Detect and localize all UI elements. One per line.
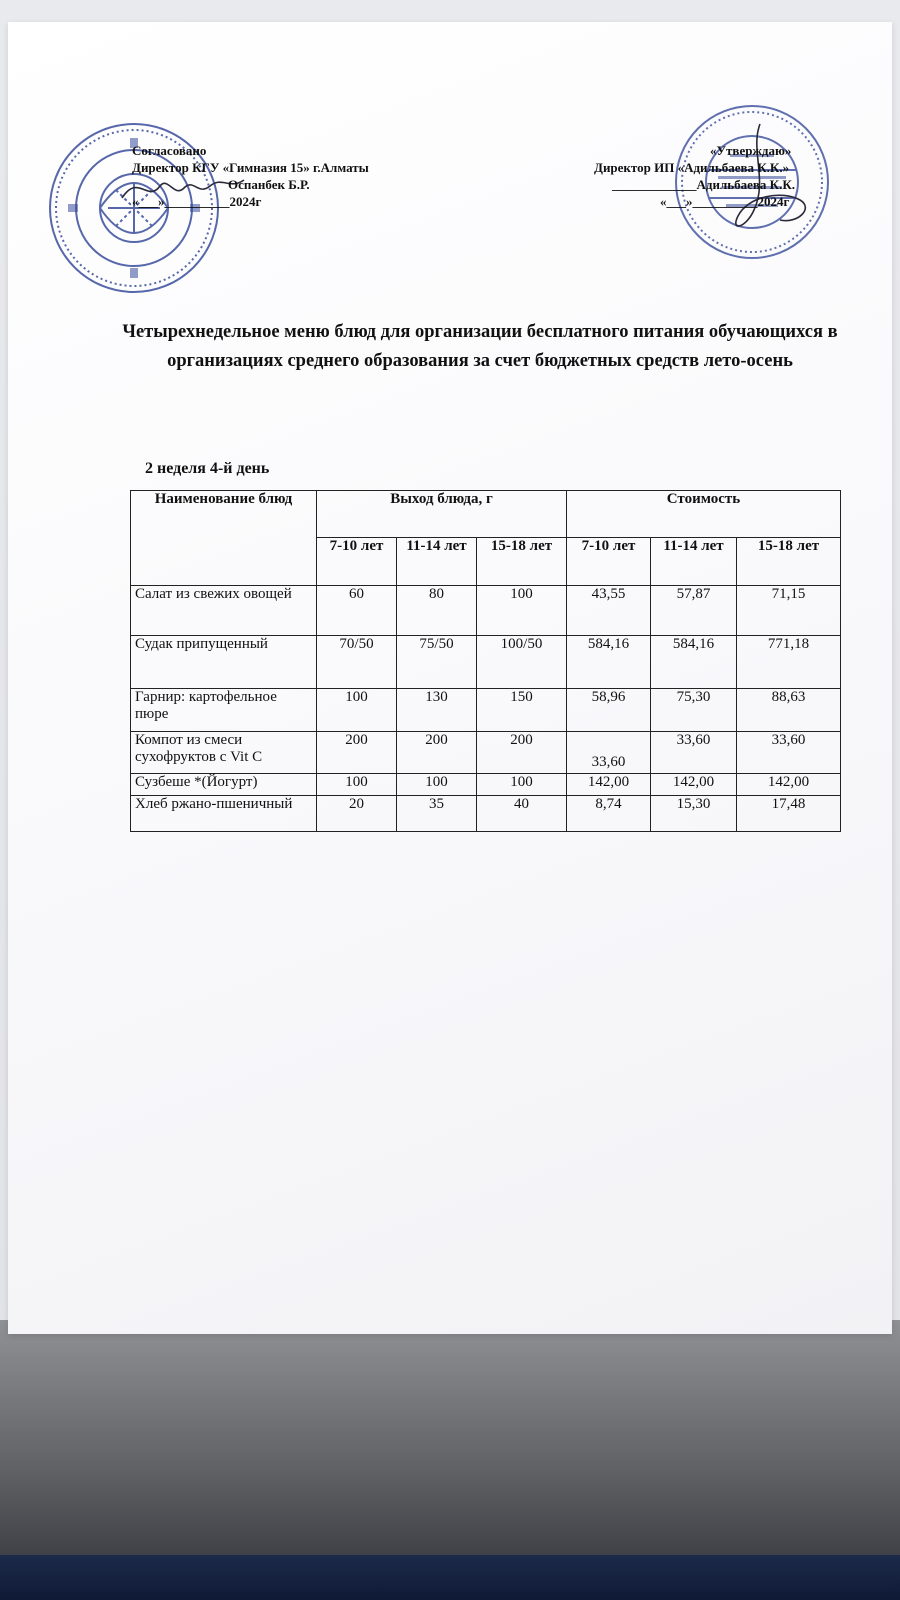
value-cell: 142,00 [651,774,737,796]
value-cell: 60 [317,586,397,636]
value-cell: 71,15 [737,586,841,636]
header-yield: Выход блюда, г [317,491,567,538]
value-cell: 100 [477,586,567,636]
table-row [131,796,841,832]
value-cell: 584,16 [567,636,651,689]
table-row [131,636,841,689]
value-cell: 150 [477,689,567,732]
value-cell: 20 [317,796,397,832]
value-cell: 75/50 [397,636,477,689]
value-cell: 142,00 [737,774,841,796]
value-cell: 33,60 [567,732,651,774]
age-group-cell: 11-14 лет [651,538,737,586]
value-cell: 100 [477,774,567,796]
approval-left-position: Директор КГУ «Гимназия 15» г.Алматы [132,160,369,175]
table-row [131,774,841,796]
value-cell: 43,55 [567,586,651,636]
value-cell: 40 [477,796,567,832]
approval-left-name: Оспанбек Б.Р. [228,177,310,192]
value-cell: 130 [397,689,477,732]
value-cell: 75,30 [651,689,737,732]
dish-name: Гарнир: картофельное пюре [131,689,317,732]
table-row [131,689,841,732]
dish-name: Хлеб ржано-пшеничный [131,796,317,832]
table-row [131,586,841,636]
dish-name: Сузбеше *(Йогурт) [131,774,317,796]
dish-name: Судак припущенный [131,636,317,689]
age-group-cell: 11-14 лет [397,538,477,586]
value-cell: 57,87 [651,586,737,636]
value-cell: 200 [317,732,397,774]
background-fabric [0,1555,900,1600]
value-cell: 15,30 [651,796,737,832]
age-group-cell: 15-18 лет [477,538,567,586]
value-cell: 70/50 [317,636,397,689]
approval-right-name: _____________Адильбаева К.К. [612,177,796,192]
value-cell: 17,48 [737,796,841,832]
value-cell: 33,60 [737,732,841,774]
value-cell: 80 [397,586,477,636]
value-cell: 33,60 [651,732,737,774]
approval-right-label: «Утверждаю» [710,143,792,158]
page-title: Четырехнедельное меню блюд для организации бесплатного питания обучающихся в организациях среднего образования за счет бюджетных средств лето-осень [122,322,838,371]
approval-right-date: «___»__________2024г [660,194,790,209]
approval-left-date: «___»__________2024г [132,194,262,209]
age-group-cell: 7-10 лет [317,538,397,586]
dish-name: Салат из свежих овощей [131,586,317,636]
approval-left-label: Согласовано [132,143,207,158]
value-cell: 100 [317,774,397,796]
value-cell: 142,00 [567,774,651,796]
value-cell: 8,74 [567,796,651,832]
value-cell: 100 [397,774,477,796]
dish-name: Компот из смеси сухофруктов с Vit C [131,732,317,774]
age-group-cell: 15-18 лет [737,538,841,586]
value-cell: 88,63 [737,689,841,732]
value-cell: 100 [317,689,397,732]
value-cell: 200 [477,732,567,774]
value-cell: 584,16 [651,636,737,689]
value-cell: 771,18 [737,636,841,689]
approval-right-position: Директор ИП «Адильбаева К.К.» [594,160,790,175]
table-header-row [131,491,841,538]
value-cell: 58,96 [567,689,651,732]
header-dish: Наименование блюд [131,491,317,586]
value-cell: 35 [397,796,477,832]
age-group-cell: 7-10 лет [567,538,651,586]
week-day-label: 2 неделя 4-й день [145,460,270,477]
table-row [131,732,841,774]
header-cost: Стоимость [567,491,841,538]
value-cell: 200 [397,732,477,774]
value-cell: 100/50 [477,636,567,689]
menu-table [130,490,841,832]
